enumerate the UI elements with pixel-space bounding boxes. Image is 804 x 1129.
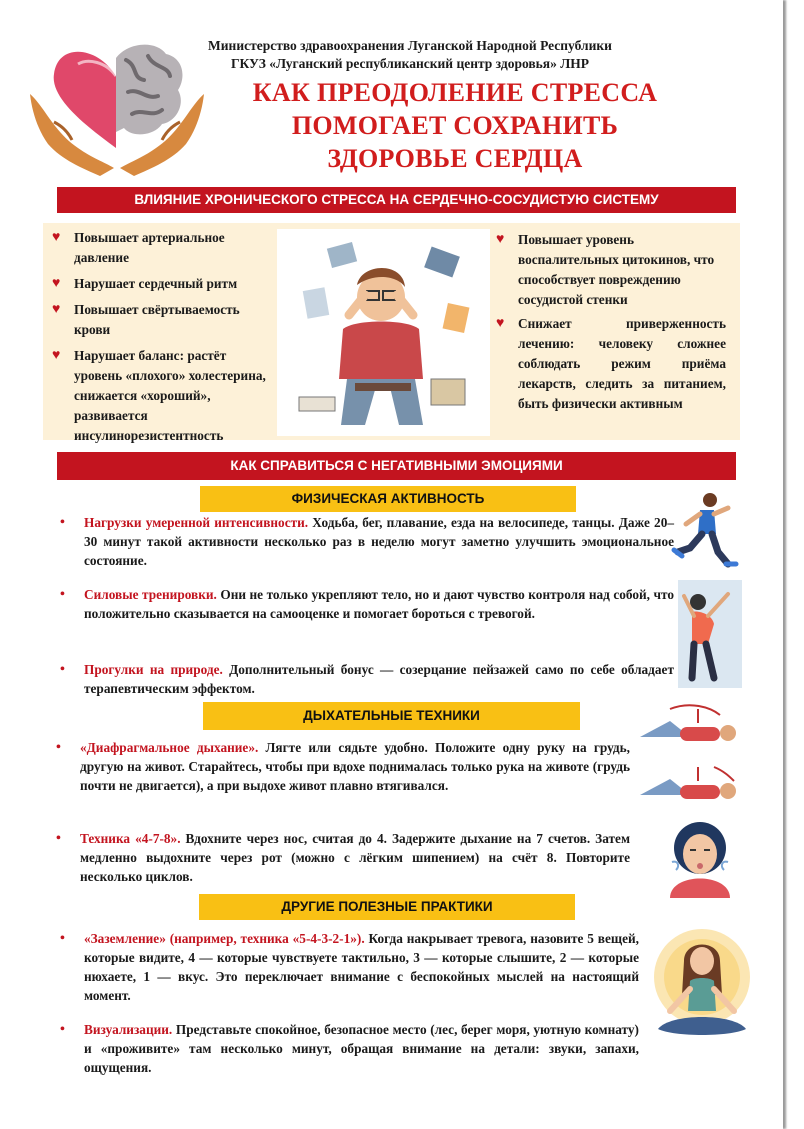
heart-bullet-icon: ♥ xyxy=(52,276,61,291)
title-line-1: КАК ПРЕОДОЛЕНИЕ СТРЕССА xyxy=(252,78,658,107)
other-item-2: • Визуализации. Представьте спокойное, безопасное место (лес, берег моря, уютную комнату) и «проживите» там несколько минут, обращая внимание на детали: звуки, запахи, ощущения. xyxy=(60,1022,639,1075)
bullet-icon: • xyxy=(60,587,65,602)
coping-heading: КАК СПРАВИТЬСЯ С НЕГАТИВНЫМИ ЭМОЦИЯМИ xyxy=(57,452,736,480)
stretching-woman-icon xyxy=(678,580,742,688)
influence-right-list xyxy=(494,230,726,420)
breathing-item-1: • «Диафрагмальное дыхание». Лягте или сядьте удобно. Положите одну руку на грудь, другую на живот. Старайтесь, чтобы при вдохе поднималась только рука на животе (грудь почти не двигается), а при выдохе живот плавно втягивался. xyxy=(56,740,630,793)
other-item-1: • «Заземление» (например, техника «5-4-3-2-1»). Когда накрывает тревога, назовите 5 вещей, которые видите, 4 — которые чувствуете тактильно, 3 — которые слышите, 2 — которые нюхаете, 1 — вкус. Это переключает внимание с беспокойных мыслей на настоящий момент. xyxy=(60,931,639,1003)
heart-bullet-icon: ♥ xyxy=(52,230,61,245)
heart-bullet-icon: ♥ xyxy=(496,232,505,247)
breathing-item-2: • Техника «4-7-8». Вдохните через нос, считая до 4. Задержите дыхание на 7 счетов. Затем медленно выдохните через рот (можно с лёгким шипением) на счёт 8. Повторите несколько циклов. xyxy=(56,831,630,884)
list-item: ♥ Повышает артериальное давление xyxy=(52,230,225,265)
running-man-icon xyxy=(670,490,740,572)
physical-item-2: • Силовые тренировки. Они не только укрепляют тело, но и дают чувство контроля над собой, что положительно сказывается на самооценке и помогает бороться с тревогой. xyxy=(60,587,675,621)
heart-bullet-icon: ♥ xyxy=(496,316,505,331)
bullet-icon: • xyxy=(56,740,61,755)
bullet-icon: • xyxy=(60,1022,65,1037)
influence-left-list xyxy=(50,228,272,452)
bullet-icon: • xyxy=(60,662,65,677)
org-center: ГКУЗ «Луганский республиканский центр здоровья» ЛНР xyxy=(230,56,590,71)
influence-heading: ВЛИЯНИЕ ХРОНИЧЕСКОГО СТРЕССА НА СЕРДЕЧНО-СОСУДИСТУЮ СИСТЕМУ xyxy=(57,187,736,213)
list-item: ♥ Повышает уровень воспалительных цитокинов, что способствует повреждению сосудистой стенки xyxy=(496,232,715,307)
stressed-man-illustration xyxy=(277,229,490,436)
title-line-2: ПОМОГАЕТ СОХРАНИТЬ xyxy=(291,111,619,140)
physical-item-1: • Нагрузки умеренной интенсивности. Ходьба, бег, плавание, езда на велосипеде, танцы. Даже 20–30 минут такой активности несколько раз в неделю могут заметно улучшить эмоциональное состояние. xyxy=(60,515,674,568)
heart-bullet-icon: ♥ xyxy=(52,348,61,363)
org-ministry: Министерство здравоохранения Луганской Народной Республики xyxy=(208,38,612,53)
list-item: ♥ Повышает свёртываемость крови xyxy=(52,302,240,337)
other-heading: ДРУГИЕ ПОЛЕЗНЫЕ ПРАКТИКИ xyxy=(199,894,575,920)
meditation-woman-icon xyxy=(650,925,754,1053)
list-item: ♥ Снижает приверженность лечению: человеку сложнее соблюдать режим приёма лекарств, следить за питанием, быть физически активным xyxy=(496,316,726,411)
bullet-icon: • xyxy=(60,931,65,946)
physical-heading: ФИЗИЧЕСКАЯ АКТИВНОСТЬ xyxy=(200,486,576,512)
bullet-icon: • xyxy=(56,831,61,846)
list-item: ♥ Нарушает сердечный ритм xyxy=(50,274,272,294)
heart-bullet-icon: ♥ xyxy=(52,302,61,317)
breathing-lying-icon xyxy=(630,697,746,807)
bullet-icon: • xyxy=(60,515,65,530)
list-item: ♥ Нарушает баланс: растёт уровень «плохого» холестерина, снижается «хороший», развивается инсулинорезистентность xyxy=(52,348,266,443)
title-line-3: ЗДОРОВЬЕ СЕРДЦА xyxy=(327,144,583,173)
breathing-heading: ДЫХАТЕЛЬНЫЕ ТЕХНИКИ xyxy=(203,702,580,730)
physical-item-3: • Прогулки на природе. Дополнительный бонус — созерцание пейзажей само по себе обладает терапевтическим эффектом. xyxy=(60,662,674,696)
breathing-woman-icon xyxy=(660,810,740,900)
